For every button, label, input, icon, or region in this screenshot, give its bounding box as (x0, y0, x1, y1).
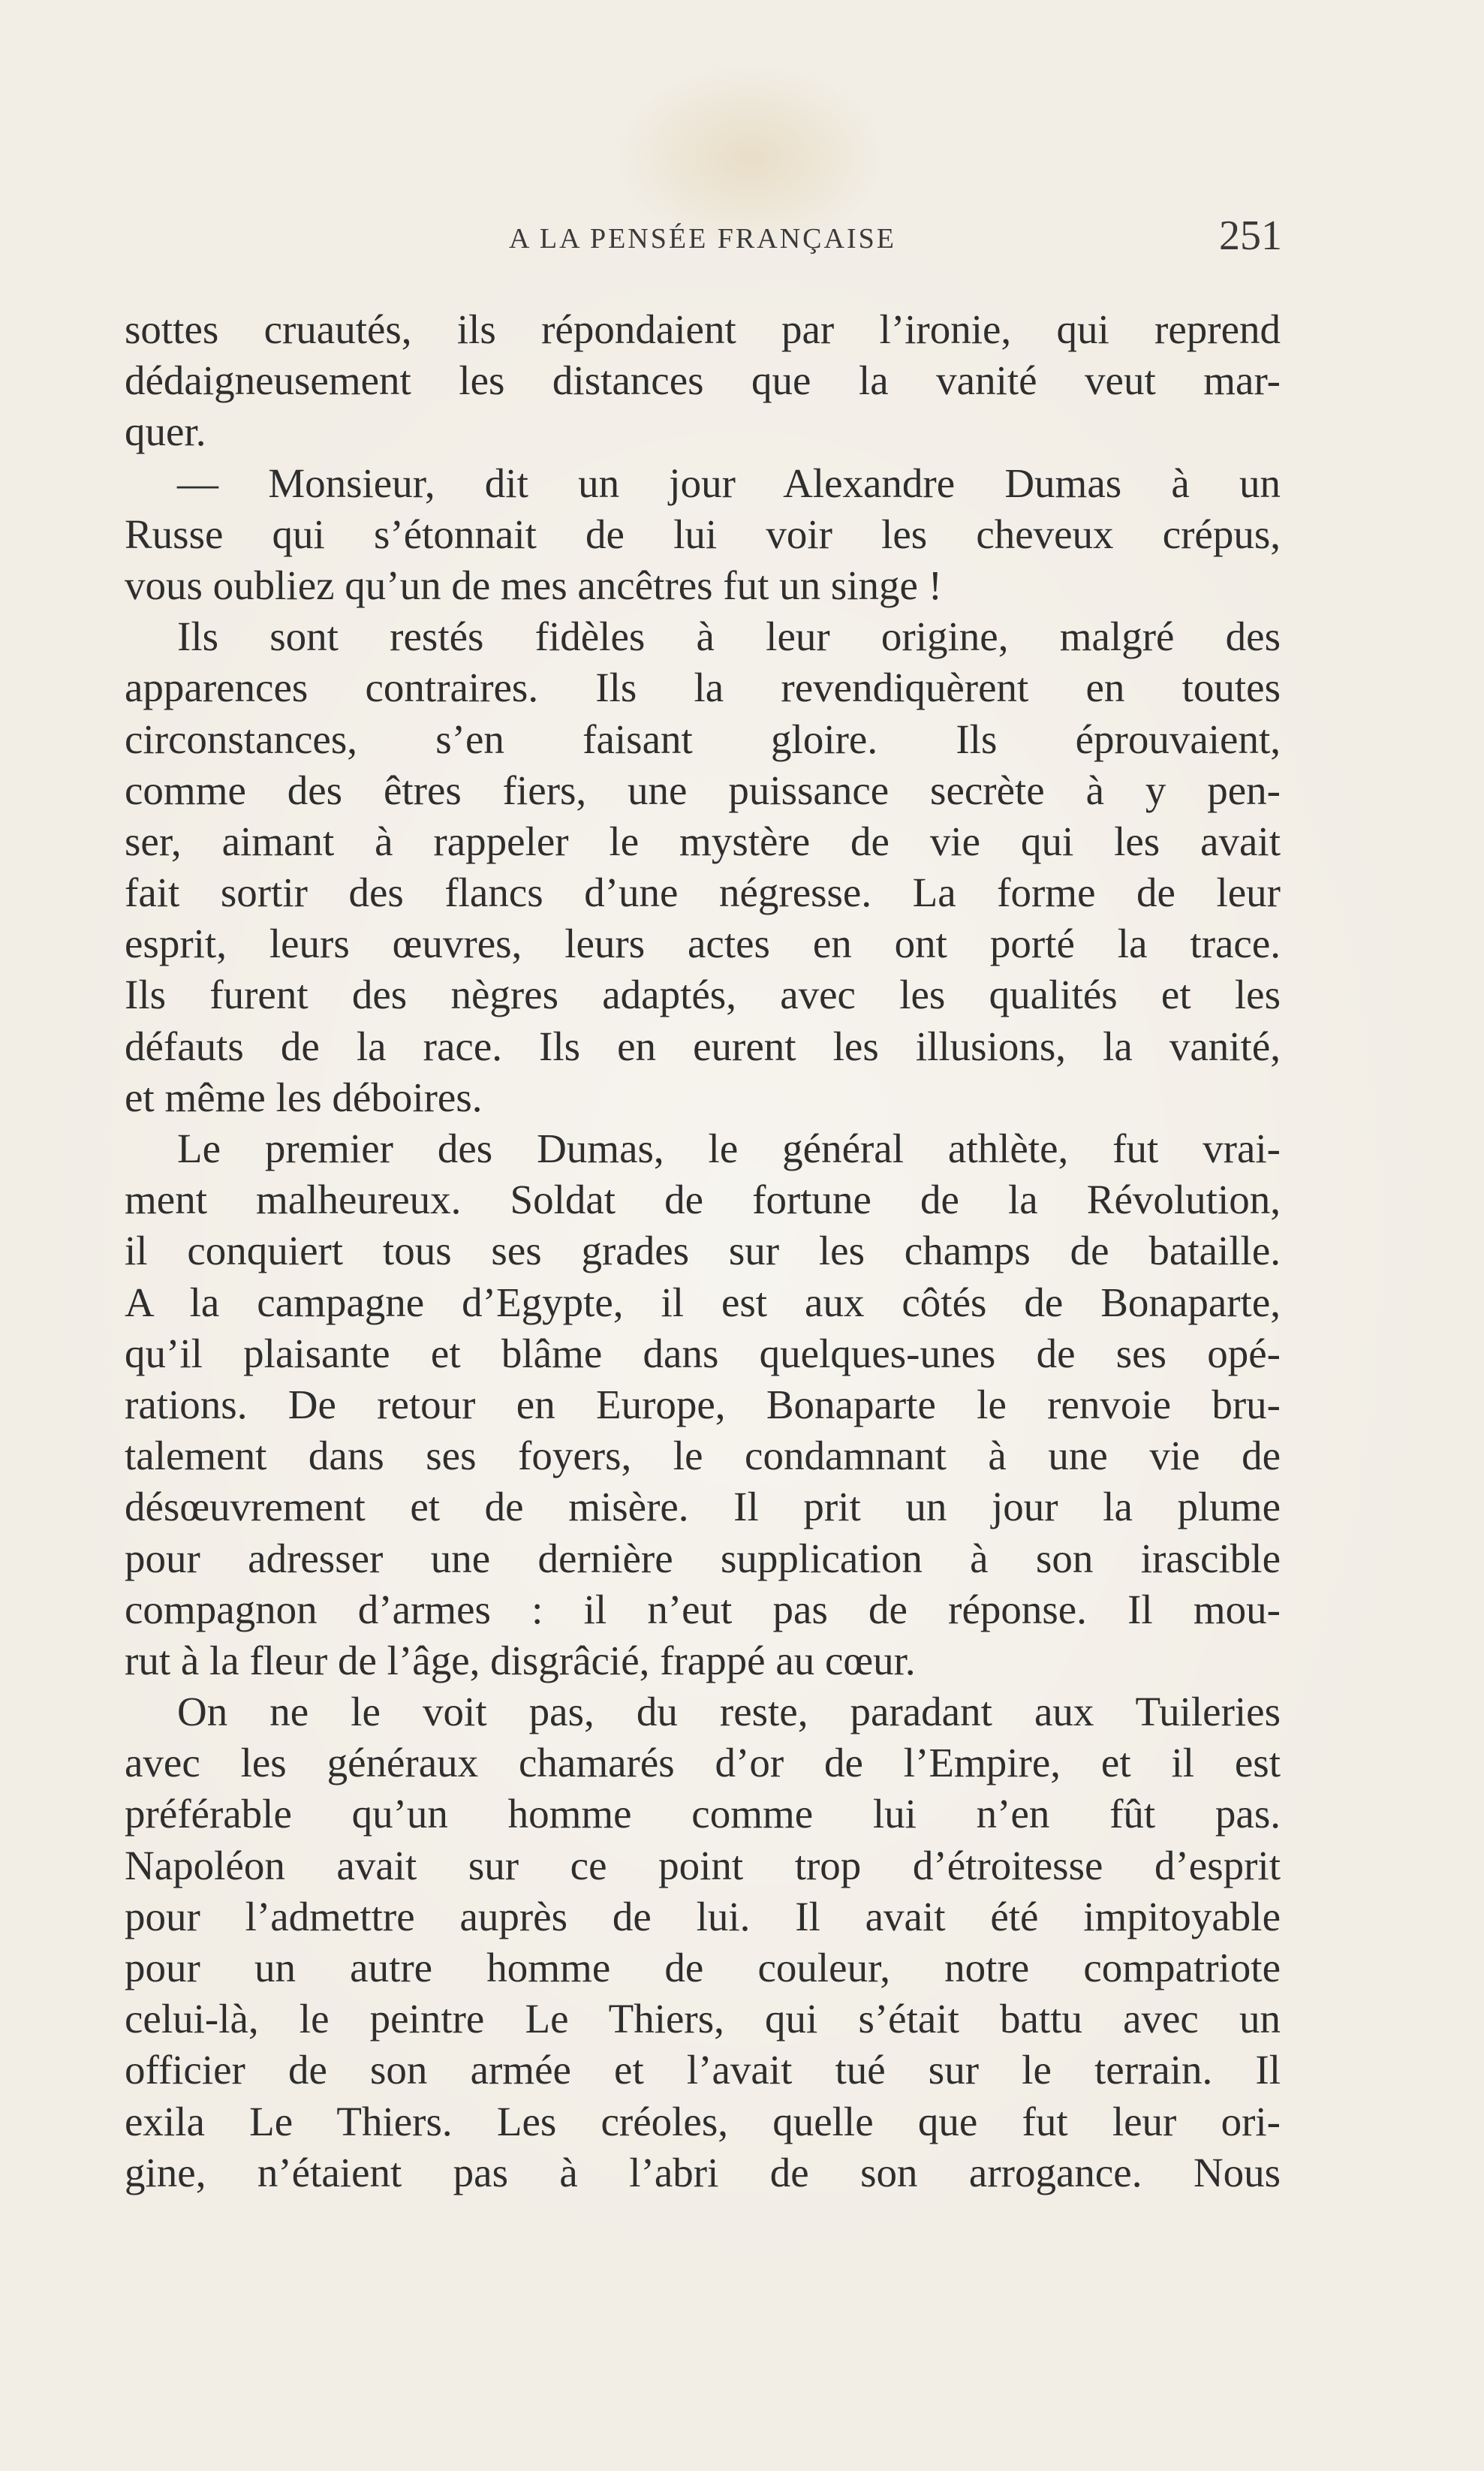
text-line: désœuvrement et de misère. Il prit un jour la plume (125, 1484, 1281, 1530)
text-line: et même les déboires. (125, 1074, 483, 1120)
text-line: officier de son armée et l’avait tué sur le terrain. Il (125, 2047, 1281, 2093)
text-line: Russe qui s’étonnait de lui voir les cheveux crépus, (125, 511, 1281, 557)
text-line: vous oubliez qu’un de mes ancêtres fut un singe ! (125, 562, 943, 608)
text-line: exila Le Thiers. Les créoles, quelle que fut leur ori- (125, 2098, 1281, 2144)
text-line: celui-là, le peintre Le Thiers, qui s’était battu avec un (125, 1996, 1281, 2042)
text-line: circonstances, s’en faisant gloire. Ils éprouvaient, (125, 716, 1281, 762)
text-line: pour un autre homme de couleur, notre compatriote (125, 1945, 1281, 1990)
text-line: préférable qu’un homme comme lui n’en fût pas. (125, 1791, 1281, 1837)
text-line: sottes cruautés, ils répondaient par l’ironie, qui reprend (125, 306, 1281, 352)
text-line: Ils sont restés fidèles à leur origine, malgré des (177, 613, 1281, 660)
text-line: gine, n’étaient pas à l’abri de son arrogance. Nous (125, 2149, 1281, 2195)
text-line: esprit, leurs œuvres, leurs actes en ont porté la trace. (125, 921, 1281, 967)
text-line: pour adresser une dernière supplication à son irascible (125, 1535, 1281, 1581)
text-line: ment malheureux. Soldat de fortune de la Révolution, (125, 1177, 1281, 1223)
text-line: quer. (125, 408, 206, 455)
text-line: dédaigneusement les distances que la vanité veut mar- (125, 357, 1281, 404)
text-line: — Monsieur, dit un jour Alexandre Dumas à un (177, 460, 1281, 506)
text-line: A la campagne d’Egypte, il est aux côtés de Bonaparte, (125, 1279, 1281, 1325)
text-line: Le premier des Dumas, le général athlète, fut vrai- (177, 1126, 1281, 1171)
text-line: avec les généraux chamarés d’or de l’Empire, et il est (125, 1740, 1281, 1786)
running-title: A LA PENSÉE FRANÇAISE (509, 223, 896, 255)
text-line: Napoléon avait sur ce point trop d’étroitesse d’esprit (125, 1842, 1281, 1888)
text-line: talement dans ses foyers, le condamnant à une vie de (125, 1433, 1281, 1479)
text-line: défauts de la race. Ils en eurent les illusions, la vanité, (125, 1023, 1281, 1069)
text-line: Ils furent des nègres adaptés, avec les qualités et les (125, 972, 1281, 1018)
text-line: comme des êtres fiers, une puissance secrète à y pen- (125, 767, 1281, 813)
text-line: qu’il plaisante et blâme dans quelques-unes de ses opé- (125, 1330, 1281, 1376)
text-line: On ne le voit pas, du reste, paradant aux Tuileries (177, 1689, 1281, 1735)
body-text (125, 304, 1281, 2198)
text-line: pour l’admettre auprès de lui. Il avait été impitoyable (125, 1893, 1281, 1939)
text-line: rut à la fleur de l’âge, disgrâcié, frappé au cœur. (125, 1637, 916, 1683)
text-line: ser, aimant à rappeler le mystère de vie qui les avait (125, 818, 1281, 864)
text-line: il conquiert tous ses grades sur les champs de bataille. (125, 1228, 1281, 1274)
text-line: fait sortir des flancs d’une négresse. La forme de leur (125, 869, 1281, 916)
text-line: rations. De retour en Europe, Bonaparte le renvoie bru- (125, 1381, 1281, 1427)
text-line: compagnon d’armes : il n’eut pas de réponse. Il mou- (125, 1586, 1281, 1632)
page-number: 251 (1219, 212, 1282, 259)
text-line: apparences contraires. Ils la revendiquèrent en toutes (125, 664, 1281, 711)
page-header (125, 212, 1281, 264)
